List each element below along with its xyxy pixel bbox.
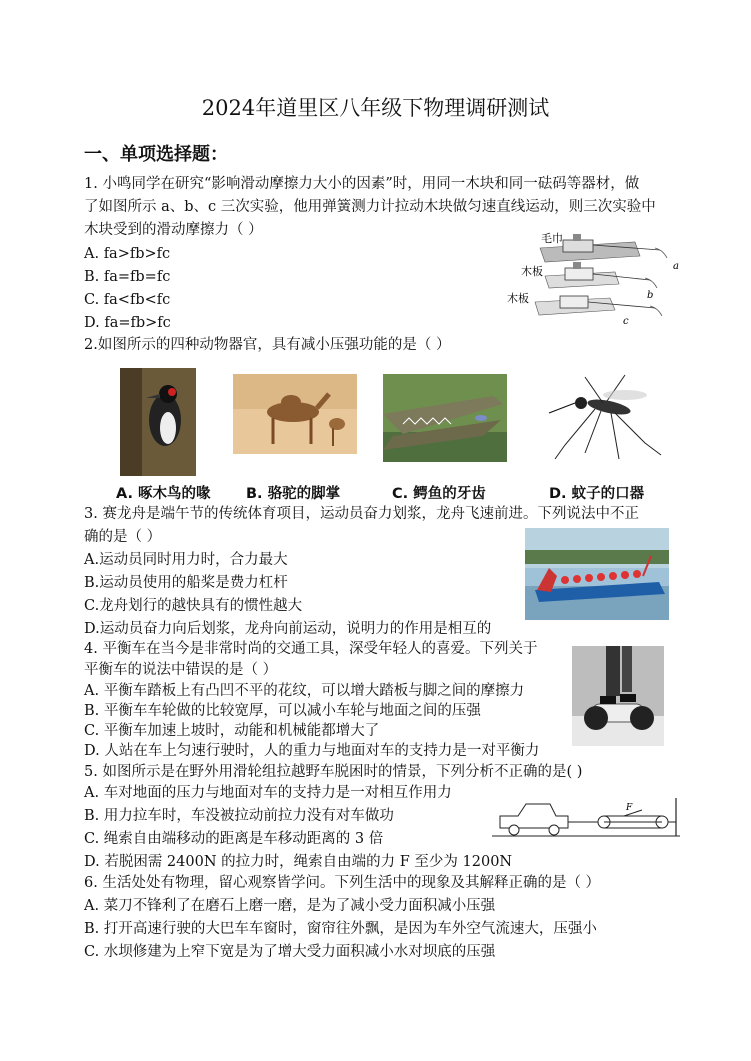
q4-option-c: C. 平衡车加速上坡时，动能和机械能都增大了 — [84, 723, 380, 739]
fig-label-board-c: 木板 — [507, 292, 529, 305]
q5-option-c: C. 绳索自由端移动的距离是车移动距离的 3 倍 — [84, 831, 384, 847]
friction-experiment-figure — [505, 228, 685, 333]
q3-option-d: D.运动员奋力向后划浆，龙舟向前运动，说明力的作用是相互的 — [84, 621, 492, 637]
fig-label-board-b: 木板 — [521, 265, 543, 278]
q4-option-b: B. 平衡车车轮做的比较宽厚，可以减小车轮与地面之间的压强 — [84, 703, 481, 719]
q1-option-c: C. fa<fb<fc — [84, 292, 171, 308]
q5-option-b: B. 用力拉车时，车没被拉动前拉力没有对车做功 — [84, 808, 394, 824]
q1-option-b: B. fa=fb=fc — [84, 269, 171, 285]
mosquito-image — [545, 373, 665, 465]
q4-option-d: D. 人站在车上匀速行驶时，人的重力与地面对车的支持力是一对平衡力 — [84, 743, 540, 759]
fig-label-a: a — [673, 261, 679, 272]
q4-option-a: A. 平衡车踏板上有凸凹不平的花纹，可以增大踏板与脚之间的摩擦力 — [84, 683, 525, 699]
fig-label-b: b — [647, 290, 654, 301]
q3-option-c: C.龙舟划行的越快具有的惯性越大 — [84, 598, 303, 614]
page-title: 2024年道里区八年级下物理调研测试 — [201, 96, 550, 120]
fig-label-towel: 毛巾 — [541, 232, 563, 245]
q5-option-d: D. 若脱困需 2400N 的拉力时，绳索自由端的力 F 至少为 1200N — [84, 854, 513, 870]
q1-option-a: A. fa>fb>fc — [84, 246, 171, 262]
q2-stem: 2.如图所示的四种动物器官，具有减小压强功能的是（ ） — [84, 337, 451, 353]
q4-stem-line1: 4. 平衡车在当今是非常时尚的交通工具，深受年轻人的喜爱。下列关于 — [84, 641, 538, 657]
q1-stem-line1: 1. 小鸣同学在研究“影响滑动摩擦力大小的因素”时，用同一木块和同一砝码等器材，做 — [84, 176, 640, 192]
q4-stem-line2: 平衡车的说法中错误的是（ ） — [84, 662, 278, 678]
q5-option-a: A. 车对地面的压力与地面对车的支持力是一对相互作用力 — [84, 785, 452, 801]
q6-stem: 6. 生活处处有物理，留心观察皆学问。下列生活中的现象及其解释正确的是（ ） — [84, 875, 601, 891]
woodpecker-image — [120, 368, 196, 476]
q1-option-d: D. fa=fb>fc — [84, 315, 171, 331]
q3-stem-line2: 确的是（ ） — [84, 529, 162, 545]
q5-stem: 5. 如图所示是在野外用滑轮组拉越野车脱困时的情景，下列分析不正确的是( ) — [84, 764, 583, 780]
pulley-car-figure — [492, 798, 680, 840]
dragon-boat-image — [525, 528, 669, 620]
q2-caption-b: B. 骆驼的脚掌 — [246, 486, 341, 502]
q2-caption-d: D. 蚊子的口器 — [549, 486, 645, 502]
q6-option-b: B. 打开高速行驶的大巴车车窗时，窗帘往外飘，是因为车外空气流速大，压强小 — [84, 921, 597, 937]
balance-scooter-image — [572, 646, 664, 746]
crocodile-image — [383, 374, 507, 462]
fig-label-c: c — [623, 316, 629, 327]
q6-option-a: A. 菜刀不锋利了在磨石上磨一磨，是为了减小受力面积减小压强 — [84, 898, 496, 914]
q1-stem-line2: 了如图所示 a、b、c 三次实验，他用弹簧测力计拉动木块做匀速直线运动，则三次实验中 — [84, 199, 656, 215]
q6-option-c: C. 水坝修建为上窄下宽是为了增大受力面积减小水对坝底的压强 — [84, 944, 496, 960]
force-label-F: F — [626, 803, 633, 813]
q1-stem-line3: 木块受到的滑动摩擦力（ ） — [84, 222, 263, 238]
camel-image — [233, 374, 357, 454]
q2-caption-c: C. 鳄鱼的牙齿 — [392, 486, 486, 502]
q3-option-a: A.运动员同时用力时，合力最大 — [84, 552, 288, 568]
q3-option-b: B.运动员使用的船桨是费力杠杆 — [84, 575, 288, 591]
section-heading: 一、单项选择题： — [84, 144, 228, 165]
q2-caption-a: A. 啄木鸟的喙 — [116, 486, 211, 502]
q3-stem-line1: 3. 赛龙舟是端午节的传统体育项目，运动员奋力划浆，龙舟飞速前进。下列说法中不正 — [84, 506, 639, 522]
